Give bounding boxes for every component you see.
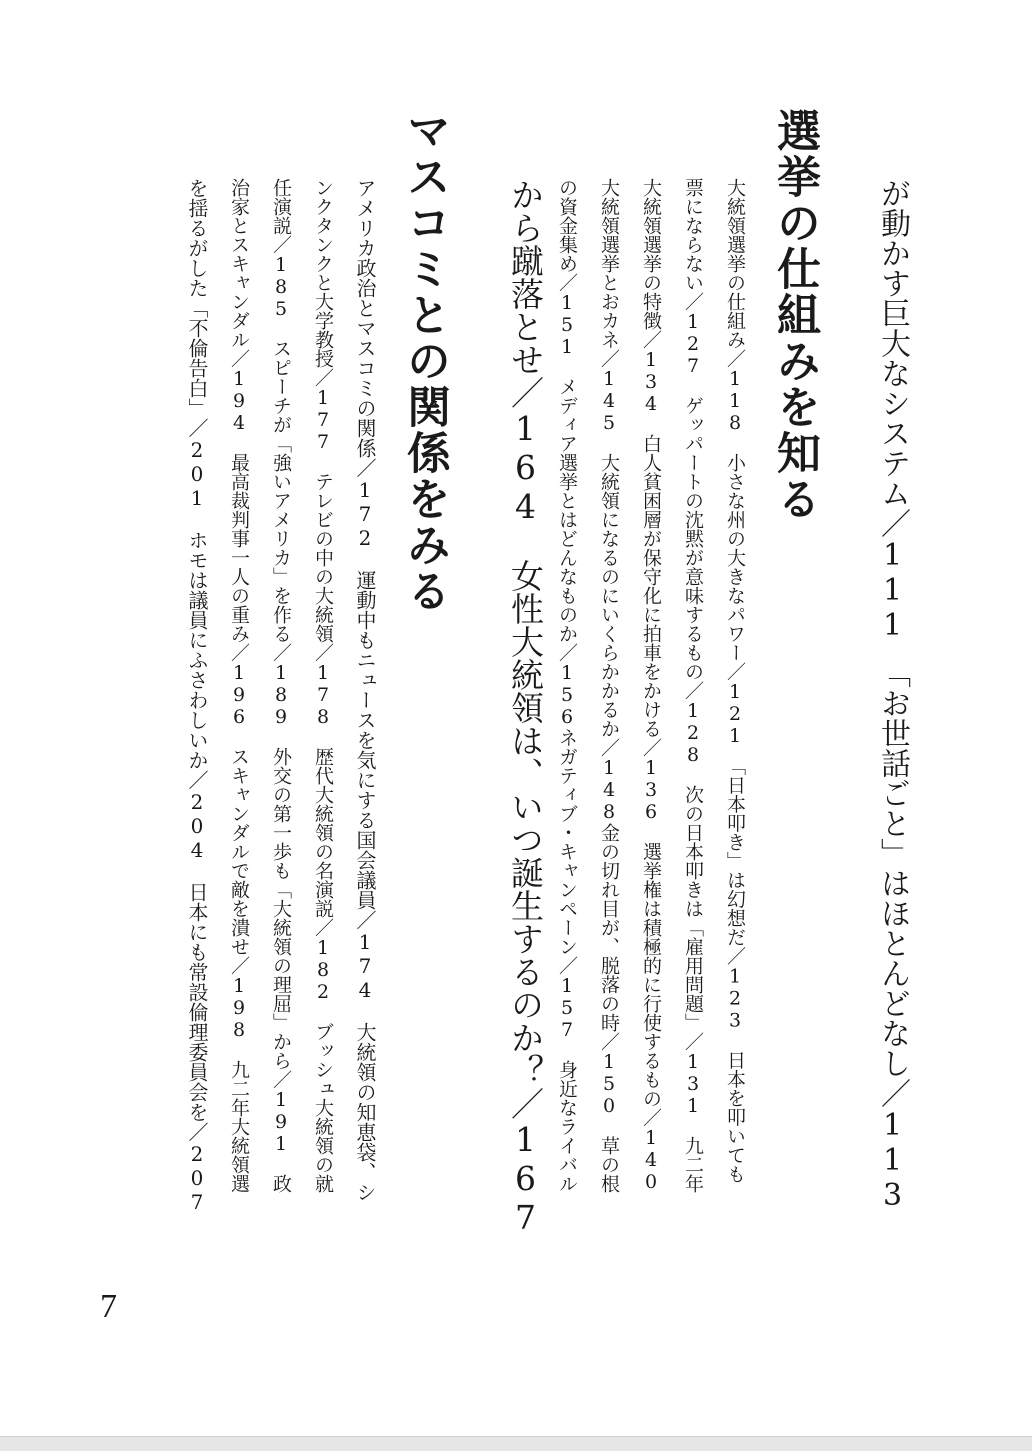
section-heading-media: マスコミとの関係をみる: [399, 108, 450, 614]
toc-line-media-2: ンクタンクと大学教授／177 テレビの中の大統領／178 歴代大統領の名演説／182 ブッシュ大統領の就: [312, 178, 334, 1193]
toc-line-media-5: を揺るがした「不倫告白」／201 ホモは議員にふさわしいか／204 日本にも常設倫理委員会を／207: [185, 178, 209, 1214]
page-number: 7: [100, 1288, 117, 1325]
toc-line-continuation: が動かす巨大なシステム／111 「お世話ごと」はほとんどなし／113: [875, 178, 910, 1213]
toc-line-election-6: から蹴落とせ／164 女性大統領は、いつ誕生するのか？／167: [506, 178, 545, 1237]
toc-line-media-4: 治家とスキャンダル／194 最高裁判事一人の重み／196 スキャンダルで敵を潰せ／198 九二年大統領選: [228, 178, 250, 1193]
toc-line-media-3: 任演説／185 スピーチが「強いアメリカ」を作る／189 外交の第一歩も「大統領の理屈」から／191 政: [270, 178, 292, 1193]
toc-line-media-1: アメリカ政治とマスコミの関係／172 運動中もニュースを気にする国会議員／174 大統領の知恵袋、シ: [353, 178, 377, 1202]
toc-line-election-1: 大統領選挙の仕組み／118 小さな州の大きなパワー／121 「日本叩き」は幻想だ／123 日本を叩いても: [724, 178, 746, 1184]
page-bottom-edge: [0, 1436, 1032, 1451]
toc-line-election-2: 票にならない／127 ゲッパートの沈黙が意味するもの／128 次の日本叩きは「雇用問題」／131 九二年: [682, 178, 704, 1193]
section-heading-election: 選挙の仕組みを知る: [769, 108, 820, 522]
toc-line-election-4: 大統領選挙とおカネ／145 大統領になるのにいくらかかるか／148金の切れ目が、脱落の時／150 草の根: [598, 178, 620, 1193]
toc-line-election-3: 大統領選挙の特徴／134 白人貧困層が保守化に拍車をかける／136 選挙権は積極的に行使するもの／140: [640, 178, 662, 1193]
toc-line-election-5: の資金集め／151 メディア選挙とはどんなものか／156ネガティブ・キャンペーン／157 身近なライバル: [556, 178, 578, 1193]
